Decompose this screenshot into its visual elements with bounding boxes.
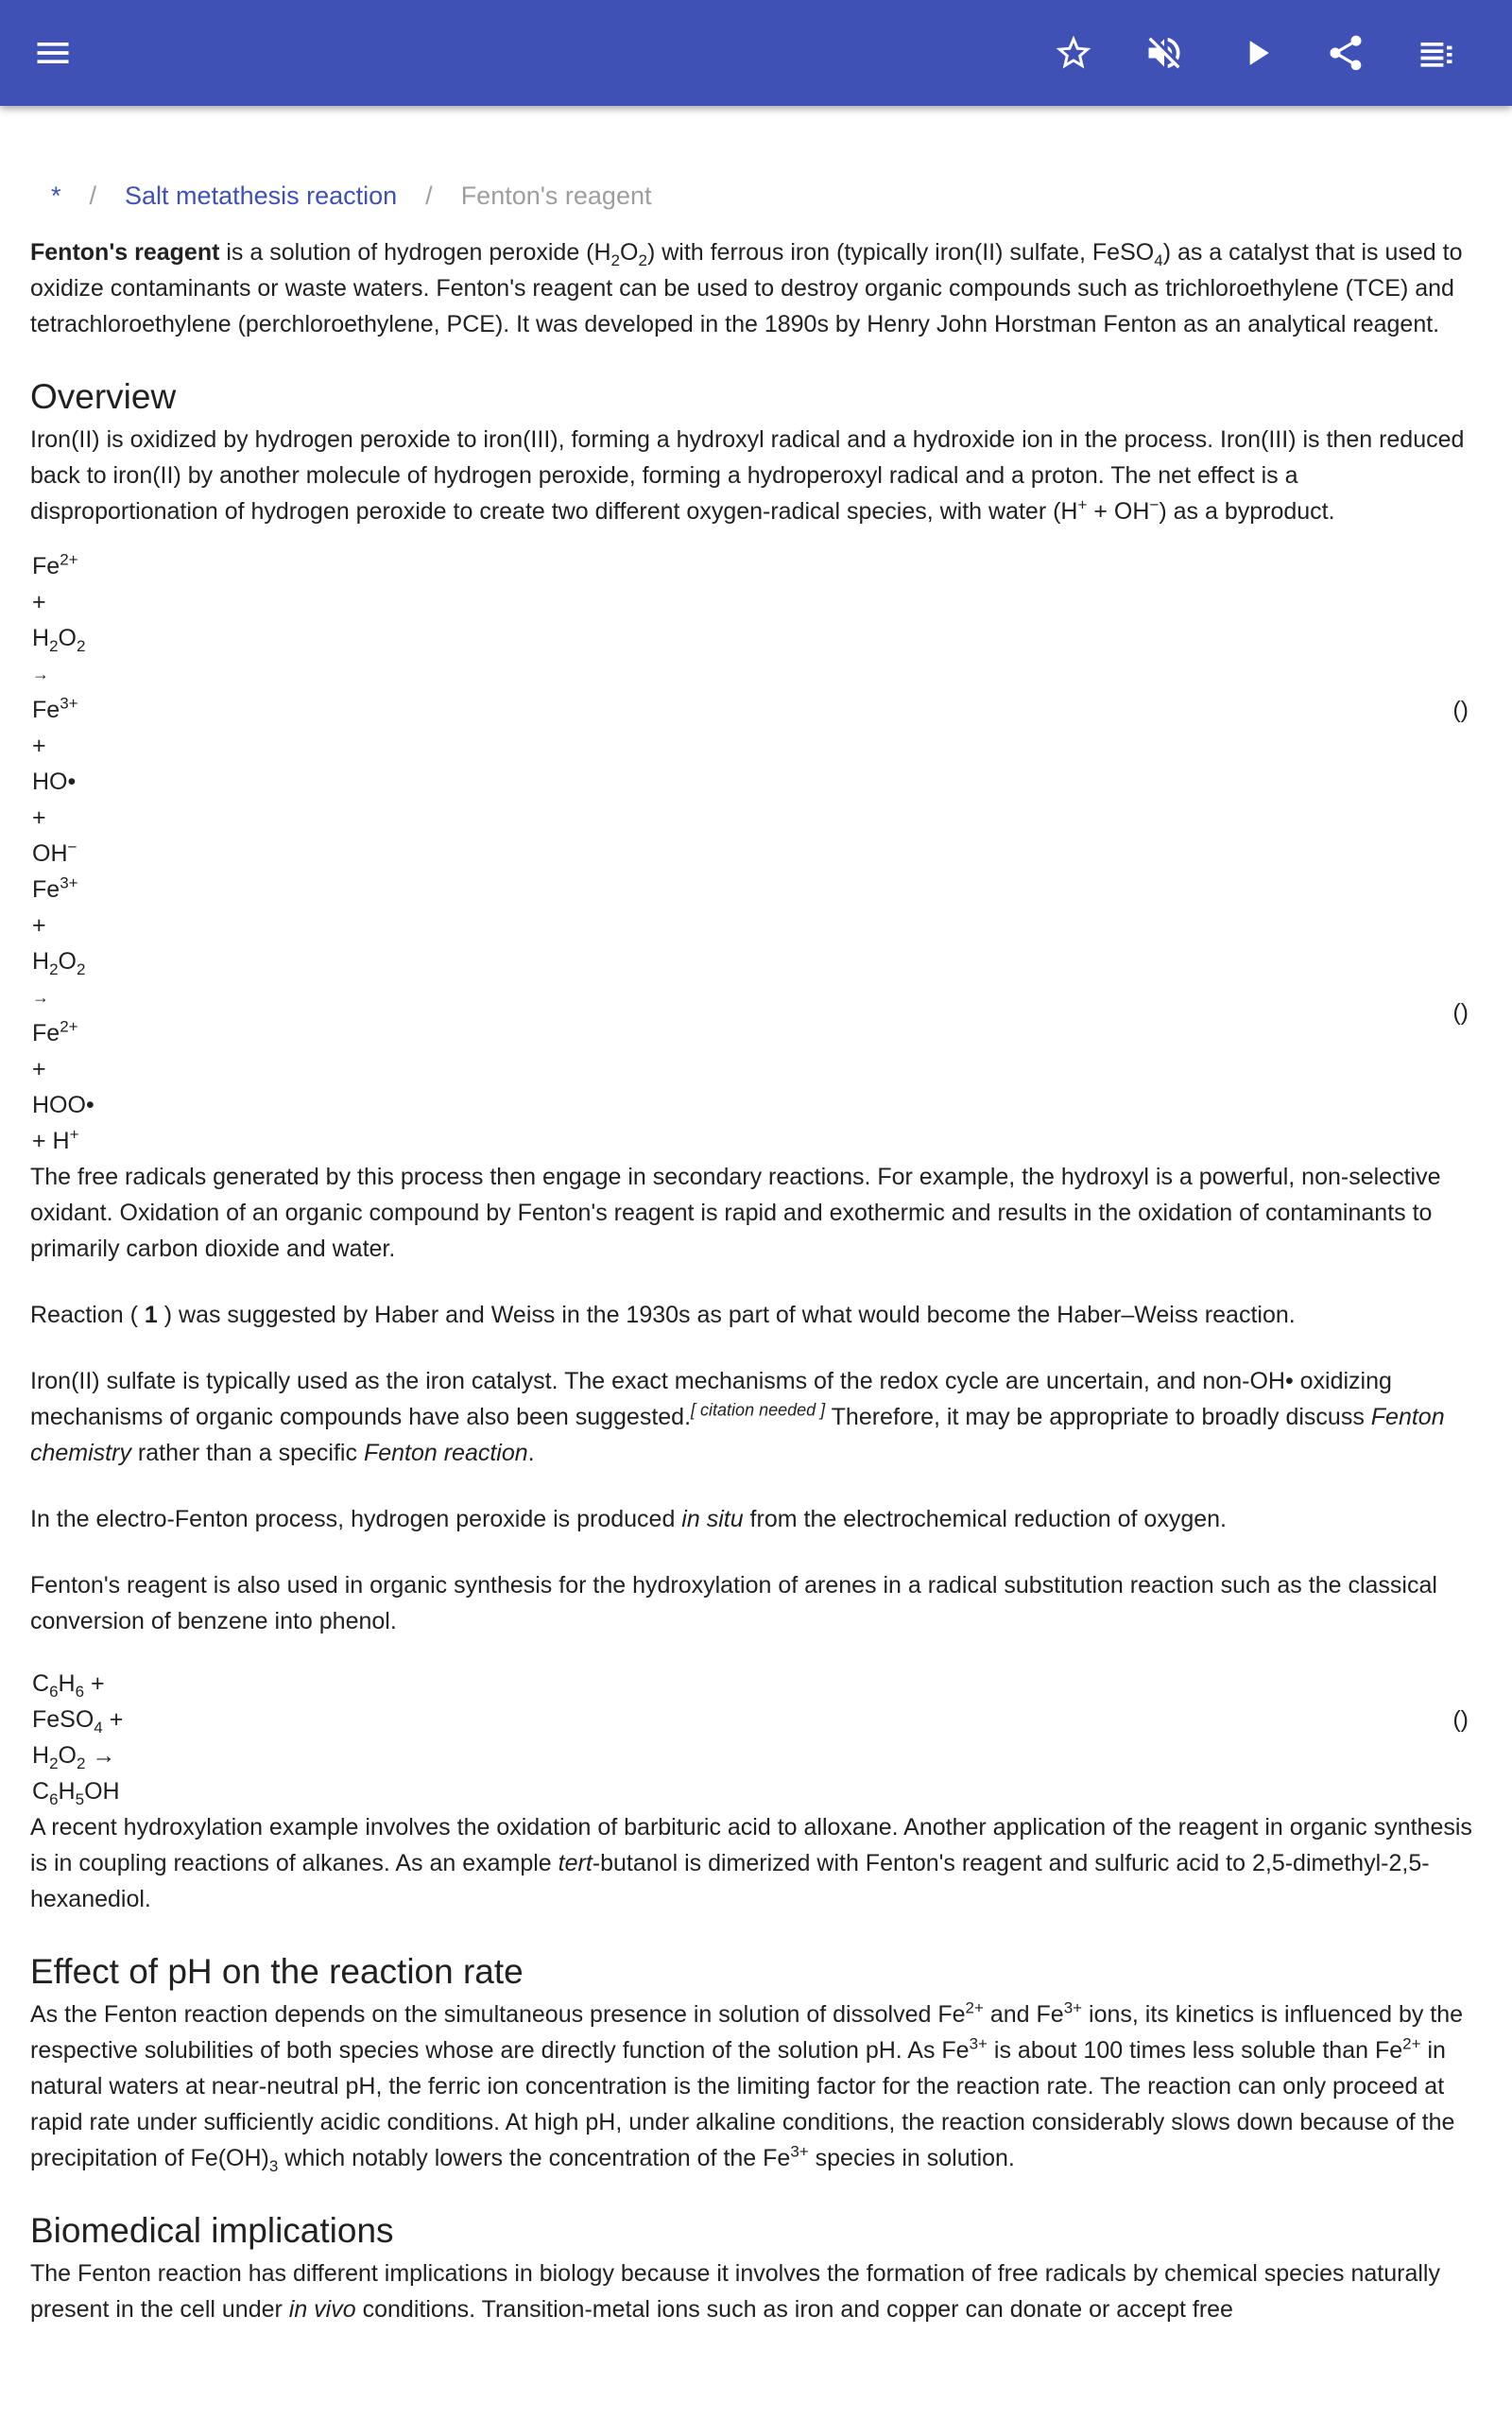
free-radicals-paragraph: The free radicals generated by this process then engage in secondary reactions. For example, the hydroxyl is a powerful, non-selective oxidant. Oxidation of an organic compound by Fenton's reagent is rapid and exothermic and results in the oxidation of contaminants to primarily carbon dioxide and water. xyxy=(30,1164,1441,1262)
intro-paragraph: Fenton's reagent is a solution of hydrogen peroxide $(H_2O_2)$ with ferrous iron (typically iron(II) sulfate, FeSO$_4$) as a catalyst that is used to oxidize contaminants or waste waters. Fenton's reagent can be used to destroy organic compounds such as trichloroethylene (TCE) and tetrachloroethylene (perchloroethylene, PCE). It was developed in the 1890s by Henry John Horstman Fenton as an analytical reagent. xyxy=(30,239,1463,337)
contents-button[interactable] xyxy=(1408,25,1465,81)
play-button[interactable] xyxy=(1228,25,1285,81)
app-bar xyxy=(0,0,1512,106)
menu-button[interactable] xyxy=(25,25,81,81)
effect-ph-heading: Effect of pH on the reaction rate xyxy=(30,1952,524,1991)
equation-reference-link[interactable]: 1 xyxy=(144,1302,158,1328)
equation-2: $Fe^{3+}$ + $H_2O_2$ → $Fe^{2+}$ + HOO• + H+ () xyxy=(32,873,1469,1154)
mute-button[interactable] xyxy=(1136,25,1193,81)
equation-number: () xyxy=(1452,697,1469,723)
share-button[interactable] xyxy=(1317,25,1374,81)
breadcrumb-parent-link[interactable]: Salt metathesis reaction xyxy=(125,181,398,210)
breadcrumb-separator: / xyxy=(425,181,433,210)
breadcrumb-separator: / xyxy=(89,181,97,210)
overview-paragraph: Iron(II) is oxidized by hydrogen peroxide to iron(III), forming a hydroxyl radical and a hydroxide ion in the process. Iron(III) is then reduced back to iron(II) by another molecule of hydrogen peroxide, forming a hydroperoxyl radical and a proton. The net effect is a disproportionation of hydrogen peroxide to create two different oxygen-radical species, with water (H+ + OH−) as a byproduct. xyxy=(30,426,1465,525)
reaction-paragraph: Reaction ( 1 ) was suggested by Haber and Weiss in the 1930s as part of what would become the Haber–Weiss reaction. xyxy=(30,1302,1296,1328)
organic-synthesis-paragraph: Fenton's reagent is also used in organic synthesis for the hydroxylation of arenes in a radical substitution reaction such as the classical conversion of benzene into phenol. xyxy=(30,1572,1437,1634)
playlist-icon xyxy=(1416,32,1457,74)
breadcrumb-home[interactable]: * xyxy=(51,181,61,210)
citation-needed-link[interactable]: [ citation needed ] xyxy=(691,1400,826,1420)
electro-fenton-paragraph: In the electro-Fenton process, hydrogen peroxide is produced in situ from the electrochemical reduction of oxygen. xyxy=(30,1506,1227,1532)
share-icon xyxy=(1325,32,1366,74)
equation-number: () xyxy=(1452,1706,1469,1733)
equation-number: () xyxy=(1452,999,1469,1026)
biomedical-heading: Biomedical implications xyxy=(30,2211,394,2250)
breadcrumb xyxy=(30,172,651,219)
favorite-button[interactable] xyxy=(1045,25,1102,81)
breadcrumb-current: Fenton's reagent xyxy=(460,181,652,210)
equation-3: $C_6H_6$ + FeSO$_4$ + $H_2O_2$ → $C_6H_5OH$ () xyxy=(32,1670,1469,1808)
article-body xyxy=(30,234,1486,2358)
volume-off-icon xyxy=(1143,32,1185,74)
menu-icon xyxy=(32,32,74,74)
iron-sulfate-paragraph: Iron(II) sulfate is typically used as the iron catalyst. The exact mechanisms of the redox cycle are uncertain, and non-OH• oxidizing mechanisms of organic compounds have also been suggested.[ citation needed ] Therefore, it may be appropriate to broadly discuss Fenton chemistry rather than a specific Fenton reaction. xyxy=(30,1368,1445,1466)
biomedical-paragraph: The Fenton reaction has different implications in biology because it involves the formation of free radicals by chemical species naturally present in the cell under in vivo conditions. Transition-metal ions such as iron and copper can donate or accept free xyxy=(30,2260,1440,2323)
effect-ph-paragraph: As the Fenton reaction depends on the simultaneous presence in solution of dissolved $Fe^{2+}$ and $Fe^{3+}$ ions, its kinetics is influenced by the respective solubilities of both species whose are directly function of the solution pH. As $Fe^{3+}$ is about 100 times less soluble than $Fe^{2+}$ in natural waters at near-neutral pH, the ferric ion concentration is the limiting factor for the reaction rate. The reaction can only proceed at rapid rate under sufficiently acidic conditions. At high pH, under alkaline conditions, the reaction considerably slows down because of the precipitation of $Fe(OH)_3$ which notably lowers the concentration of the $Fe^{3+}$ species in solution. xyxy=(30,1998,1464,2175)
star-outline-icon xyxy=(1053,32,1094,74)
play-icon xyxy=(1236,32,1278,74)
equation-1: $Fe^{2+}$ + $H_2O_2$ → $Fe^{3+}$ + HO• + OH− () xyxy=(32,550,1469,867)
recent-hydroxylation-paragraph: A recent hydroxylation example involves the oxidation of barbituric acid to alloxane. Another application of the reagent in organic synthesis is in coupling reactions of alkanes. As an example tert-butanol is dimerized with Fenton's reagent and sulfuric acid to 2,5-dimethyl-2,5-hexanediol. xyxy=(30,1814,1472,1912)
overview-heading: Overview xyxy=(30,377,177,416)
